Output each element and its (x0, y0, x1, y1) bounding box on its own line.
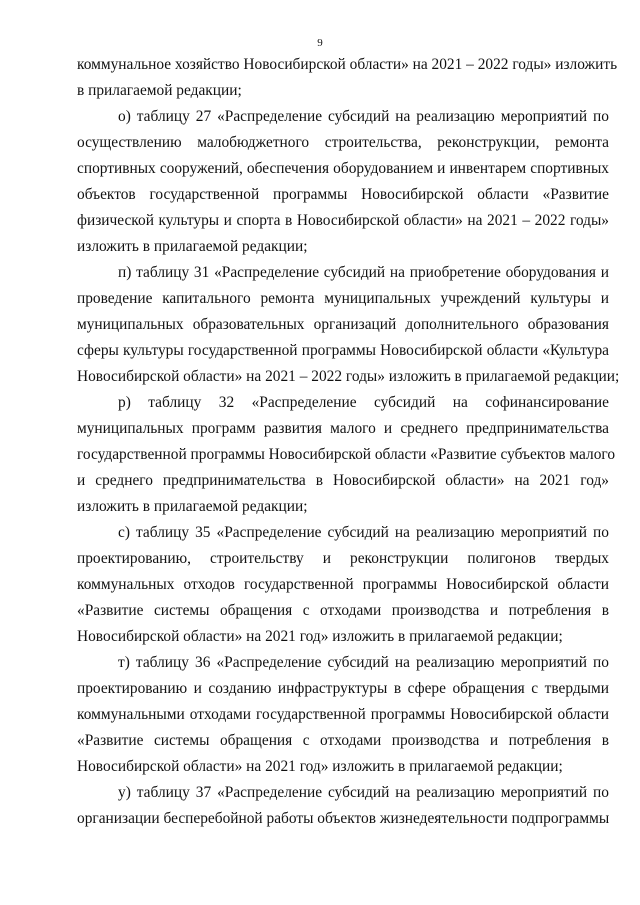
text-line: в прилагаемой редакции; (77, 82, 242, 99)
paragraph-item-r (77, 390, 616, 520)
text-line: муниципальных программ развития малого и среднего предпринимательства (77, 420, 609, 437)
text-line: физической культуры и спорта в Новосибирской области» на 2021 – 2022 годы» (77, 212, 609, 229)
text-line: сферы культуры государственной программы Новосибирской области «Культура (77, 342, 609, 359)
text-line: коммунальных отходов государственной программы Новосибирской области (77, 576, 609, 593)
text-line: Новосибирской области» на 2021 – 2022 годы» изложить в прилагаемой редакции; (77, 368, 620, 385)
paragraph-item-o (77, 104, 609, 260)
text-line: изложить в прилагаемой редакции; (77, 498, 308, 515)
text-line: р) таблицу 32 «Распределение субсидий на софинансирование (118, 394, 609, 411)
text-line: государственной программы Новосибирской области «Развитие субъектов малого (77, 446, 616, 463)
text-line: «Развитие системы обращения с отходами производства и потребления в (77, 732, 609, 749)
page-number: 9 (317, 37, 323, 49)
paragraph-item-s (77, 520, 609, 650)
document-body (77, 52, 620, 832)
text-line: коммунальное хозяйство Новосибирской области» на 2021 – 2022 годы» изложить (77, 56, 618, 73)
text-line: Новосибирской области» на 2021 год» изложить в прилагаемой редакции; (77, 628, 563, 645)
text-line: Новосибирской области» на 2021 год» изложить в прилагаемой редакции; (77, 758, 563, 775)
text-line: проектированию и созданию инфраструктуры в сфере обращения с твердыми (77, 680, 609, 697)
paragraph-item-t (77, 650, 609, 780)
paragraph-item-p (77, 260, 620, 390)
text-line: осуществлению малобюджетного строительства, реконструкции, ремонта (77, 134, 609, 151)
text-line: о) таблицу 27 «Распределение субсидий на реализацию мероприятий по (118, 108, 609, 125)
text-line: с) таблицу 35 «Распределение субсидий на реализацию мероприятий по (118, 524, 609, 541)
text-line: проведение капитального ремонта муниципальных учреждений культуры и (77, 290, 609, 307)
text-line: у) таблицу 37 «Распределение субсидий на реализацию мероприятий по (118, 784, 609, 801)
text-line: изложить в прилагаемой редакции; (77, 238, 308, 255)
paragraph-item-u (77, 780, 609, 832)
text-line: коммунальными отходами государственной программы Новосибирской области (77, 706, 609, 723)
text-line: «Развитие системы обращения с отходами производства и потребления в (77, 602, 609, 619)
text-line: т) таблицу 36 «Распределение субсидий на реализацию мероприятий по (118, 654, 609, 671)
text-line: спортивных сооружений, обеспечения оборудованием и инвентарем спортивных (77, 160, 609, 177)
text-line: проектированию, строительству и реконструкции полигонов твердых (77, 550, 609, 567)
text-line: п) таблицу 31 «Распределение субсидий на приобретение оборудования и (118, 264, 609, 281)
text-line: организации бесперебойной работы объектов жизнедеятельности подпрограммы (77, 810, 610, 827)
paragraph-continuation (77, 52, 618, 104)
text-line: и среднего предпринимательства в Новосибирской области» на 2021 год» (77, 472, 609, 489)
text-line: муниципальных образовательных организаций дополнительного образования (77, 316, 609, 333)
text-line: объектов государственной программы Новосибирской области «Развитие (77, 186, 609, 203)
